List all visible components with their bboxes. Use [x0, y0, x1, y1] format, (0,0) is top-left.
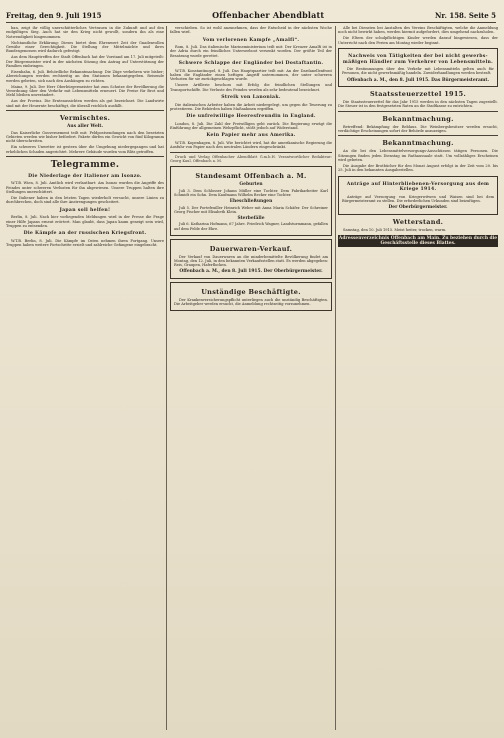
- section-divider: [6, 110, 164, 111]
- box-subheading: Sterbefälle: [237, 215, 265, 221]
- article-paragraph: W.T.B. Kopenhagen, 8. Juli. Wie berichtet wird, hat die amerikanische Regierung die Ausfuhr von Papier nach den neutralen Ländern eingeschränkt.: [170, 140, 332, 150]
- section-divider: [338, 111, 498, 112]
- article-paragraph: An die bei den Lebensmittelversorgungs-Ausschüssen tätigen Personen. Die Sitzungen finden jeden Dienstag im Rathaussaale statt. Um vollzähliges Erscheinen wird gebeten.: [338, 149, 498, 162]
- article-paragraph: Alle bei Diensten bei Anstalten des Vereins Beschäftigten, welche die Anmeldung noch nicht bewirkt haben, werden hiermit aufgefordert, dies umgehend nachzuholen.: [338, 26, 498, 35]
- article-paragraph: Die italienischen Arbeiter haben die Arbeit niedergelegt, um gegen die Teuerung zu protestieren. Die Behörden haben Maßnahmen ergriffen.: [170, 102, 332, 111]
- advertisement-band: Adressenverzeichnis Offenbach am Main. Zu beziehen durch die Geschäftsstelle dieses Blattes.: [338, 235, 498, 247]
- notice-signature: Offenbach a. M., den 8. Juli 1915. Der Oberbürgermeister.: [179, 269, 323, 275]
- notice-paragraph: Anträge auf Versorgung von Kriegerwitwen und Waisen sind bei dem Bürgermeisteramt zu stellen. Die erforderlichen Urkunden sind beizufügen.: [342, 194, 494, 204]
- article-paragraph: W.T.B. Berlin, 8. Juli. Die Kämpfe im Osten nehmen ihren Fortgang. Unsere Truppen haben weitere Fortschritte erzielt und zahlreiche Gefangene eingebracht.: [6, 238, 164, 248]
- notice-paragraph: Die Bestimmungen über den Verkehr mit Lebensmitteln gelten auch für Personen, die nicht gewerbsmäßig handeln. Zuwiderhandlungen werden bestraft.: [342, 67, 494, 76]
- box-subheading: Geburten: [239, 182, 263, 188]
- column-2: [170, 26, 332, 732]
- section-divider: [170, 152, 332, 153]
- notice-paragraph: Der Verkauf von Dauerwaren an die minderbemittelte Bevölkerung findet am Montag, den 12. Juli, in den bekannten Verkaufsstellen statt. Es werden abgegeben: Reis, Graupen, Haferflocken.: [174, 254, 328, 268]
- box-paragraph: Juli 3. Dem Schlosser Johann Müller eine Tochter. Dem Fabrikarbeiter Karl Schmidt ein Sohn. Dem Kaufmann Wilhelm Becker eine Tochter.: [174, 188, 328, 197]
- column-divider-2: [335, 26, 336, 730]
- notice-heading: Nachweis von Tätigkeiten der bei nicht gewerbs-mäßigen Händler zum Verkehrer von Lebensmitteln.: [342, 53, 494, 65]
- box-paragraph: Juli 6. Katharina Hofmann, 67 Jahre. Friedrich Wagner, Landsturmmann, gefallen auf dem Felde der Ehre.: [174, 222, 328, 231]
- notice-box: [170, 239, 332, 279]
- notice-box: [338, 176, 498, 215]
- column-3: [338, 26, 498, 732]
- article-headline: Schwere Schlappe der Engländer bei Dostaftantin.: [178, 61, 324, 67]
- article-headline: Die Niederlage der Italiener am Isonzo.: [28, 173, 142, 179]
- column-divider-1: [166, 26, 167, 730]
- box-paragraph: Juli 5. Der Portefeuiller Heinrich Weber mit Anna Maria Schäfer. Der Schreiner Georg Fischer mit Elisabeth Klein.: [174, 205, 328, 214]
- notice-heading: Unständige Beschäftigte.: [201, 287, 301, 296]
- article-headline: Die unfreiwillige Heeresfreundin in England.: [186, 114, 316, 120]
- section-heading-weather: Wetterstand.: [392, 217, 444, 226]
- header-issue-page: [435, 11, 496, 20]
- section-divider: [6, 156, 164, 157]
- article-paragraph: Unsere Artillerie beschoss mit Erfolg die feindlichen Stellungen und Transportschiffe. Die Verluste des Feindes werden als sehr bedeutend bezeichnet.: [170, 83, 332, 92]
- notice-signature: Offenbach a. M., den 8. Juli 1915. Das Bürgermeisteramt.: [347, 77, 489, 83]
- article-paragraph: Ein schweres Unwetter ist gestern über die Umgebung niedergegangen und hat erheblichen Schaden angerichtet. Mehrere Gebäude wurden vom Blitz getroffen.: [6, 145, 164, 154]
- article-paragraph: Die Eltern der schulpflichtigen Kinder werden darauf hingewiesen, dass der Unterricht nach den Ferien am Montag wieder beginnt.: [338, 36, 498, 45]
- header-page-number: Seite 5: [468, 11, 496, 20]
- article-paragraph: Nichtamtliche Erklärung: Dieses bietet dem Ehrenwert Zeit der Gnadenvollen Gewähr einer Gerechtigkeit. Die Stellung der Mittelmächte und ihres Bundesgenossen wird dadurch gefestigt.: [6, 40, 164, 54]
- column-1: [6, 26, 164, 732]
- article-headline: Kein Papier mehr aus Amerika.: [206, 133, 296, 139]
- notice-box: [170, 282, 332, 311]
- weather-paragraph: Samstag, den 10. Juli 1915. Meist heiter, trocken, warm.: [343, 227, 447, 232]
- article-paragraph: Mainz, 9. Juli. Der Herr Oberbürgermeister hat zum Schutze der Bevölkerung die Verordnung über den Verkehr mit Lebensmitteln erneuert. Die Preise für Brot und Mehl bleiben unverändert.: [6, 84, 164, 98]
- article-paragraph: London, 8. Juli. Die Zahl der Freiwilligen geht zurück. Die Regierung erwägt die Einführung der allgemeinen Wehrpflicht, stößt jedoch auf Widerstand.: [170, 121, 332, 131]
- notice-box: [338, 48, 498, 87]
- article-headline: Vom verlorenen Kampfe „Amalfi“.: [202, 37, 300, 43]
- box-subheading: Eheschließungen: [229, 199, 273, 204]
- article-paragraph: ban, zeigt ihr völlig unerschütterliches Vertrauen in die Zukunft und auf den endgültigen Sieg. Auch hat sie den Krieg nicht gewollt, sondern ihn als eine Notwendigkeit hingenommen.: [6, 26, 164, 39]
- section-heading: Staatssteuerzettel 1915.: [369, 90, 467, 99]
- article-paragraph: Die Ausgabe der Brotbücher für den Monat August erfolgt in der Zeit vom 20. bis 25. Juli in den bekannten Ausgabestellen.: [338, 163, 498, 173]
- notice-heading: Anträge auf Hinterbliebenen-Versorgung aus dem Kriege 1914.: [346, 181, 490, 193]
- section-heading: Bekanntmachung.: [382, 114, 454, 123]
- article-paragraph: Die Staatssteuerzettel für das Jahr 1915 werden in den nächsten Tagen zugestellt. Die Steuer ist in den festgesetzten Raten an die Stadtkasse zu entrichten.: [338, 100, 498, 109]
- article-paragraph: W.T.B. Konstantinopel, 8. Juli. Das Hauptquartier teilt mit: An der Dardanellenfront haben die Engländer einen heftigen Angriff unternommen, der unter schweren Verlusten für sie zurückgeschlagen wurde.: [170, 68, 332, 82]
- header-issue: Nr. 158.: [435, 11, 467, 20]
- article-paragraph: W.T.B. Wien, 8. Juli. Amtlich wird verlautbart: Am Isonzo wurden die Angriffe des Feindes unter schweren Verlusten für ihn abgewiesen. Unsere Truppen halten ihre Stellungen unerschüttert.: [6, 181, 164, 194]
- page-header: [6, 10, 496, 23]
- notice-heading: Dauerwaren-Verkauf.: [209, 244, 293, 253]
- standesamt-box: [170, 166, 332, 236]
- section-heading-telegramme: Telegramme.: [50, 159, 120, 170]
- box-heading: Standesamt Offenbach a. M.: [195, 172, 307, 181]
- notice-paragraph: Der Krankenversicherungspflicht unterliegen auch die unständig Beschäftigten. Die Arbeitgeber werden ersucht, die Anmeldung rechtzeitig vorzunehmen.: [174, 297, 328, 307]
- section-divider: [338, 135, 498, 136]
- section-heading: Bekanntmachung.: [382, 139, 454, 148]
- article-paragraph: Die Italiener haben in den letzten Tagen wiederholt versucht, unsere Linien zu durchbrechen, doch sind alle ihre Anstrengungen gescheitert.: [6, 196, 164, 205]
- subheading: Aus aller Welt.: [66, 124, 103, 130]
- article-headline: Streik von Lanoniak.: [221, 94, 281, 100]
- article-paragraph: Aus dem Haupttreffen der Stadt Offenbach hat der Vorstand am 17. Juli mitgeteilt: Der Bürgermeister wird in der nächsten Sitzung den Antrag auf Unterstützung der Familien einbringen.: [6, 55, 164, 68]
- article-paragraph: Rom, 8. Juli. Das italienische Marineministerium teilt mit: Der Kreuzer Amalfi ist in der Adria durch ein feindliches Unterseeboot versenkt worden. Der größte Teil der Besatzung wurde gerettet.: [170, 45, 332, 58]
- article-paragraph: verschieben. So ist wohl anzunehmen, dass der Entscheid in der nächsten Woche fallen wird.: [170, 26, 332, 35]
- section-heading-vermischtes: Vermischtes.: [59, 114, 111, 123]
- article-paragraph: Betreffend: Bekämpfung der Reblaus. Die Weinbergsbesitzer werden ersucht, verdächtige Erscheinungen sofort der Behörde anzuzeigen.: [338, 124, 498, 133]
- article-paragraph: Aus der Provinz. Die Ernteaussichten werden als gut bezeichnet. Die Landwirte sind mit der Heuernte beschäftigt, die überall reichlich ausfällt.: [6, 99, 164, 108]
- article-headline: Die Kämpfe an der russischen Kriegsfront.: [23, 231, 147, 237]
- imprint-line: Druck und Verlag Offenbacher Abendblatt G.m.b.H. Verantwortlicher Redakteur: Georg Kaul, Offenbach a. M.: [170, 154, 332, 163]
- article-paragraph: Das Kaiserliche Gouvernement teilt mit: Feldpostsendungen nach den besetzten Gebieten werden wie bisher befördert. Pakete dürfen ein Gewicht von fünf Kilogramm nicht überschreiten.: [6, 130, 164, 144]
- header-paper-title: Offenbacher Abendblatt: [212, 10, 325, 20]
- article-headline: Japan soll helfen!: [59, 207, 111, 213]
- article-paragraph: Berlin, 8. Juli. Nach hier vorliegenden Meldungen wird in der Presse die Frage einer Hilfe Japans erneut erörtert. Man glaubt, dass Japan kaum geneigt sein wird, Truppen zu entsenden.: [6, 215, 164, 228]
- notice-signature: Der Oberbürgermeister.: [388, 205, 448, 211]
- article-paragraph: Eisenbahn, 6. Juli. Behördliche Bekanntmachung: Die Züge verkehren wie bisher; Abweichungen werden rechtzeitig an den Stationen bekanntgegeben. Reisende werden gebeten, sich nach den Aushängen zu richten.: [6, 70, 164, 83]
- header-date: Freitag, den 9. Juli 1915: [6, 11, 102, 20]
